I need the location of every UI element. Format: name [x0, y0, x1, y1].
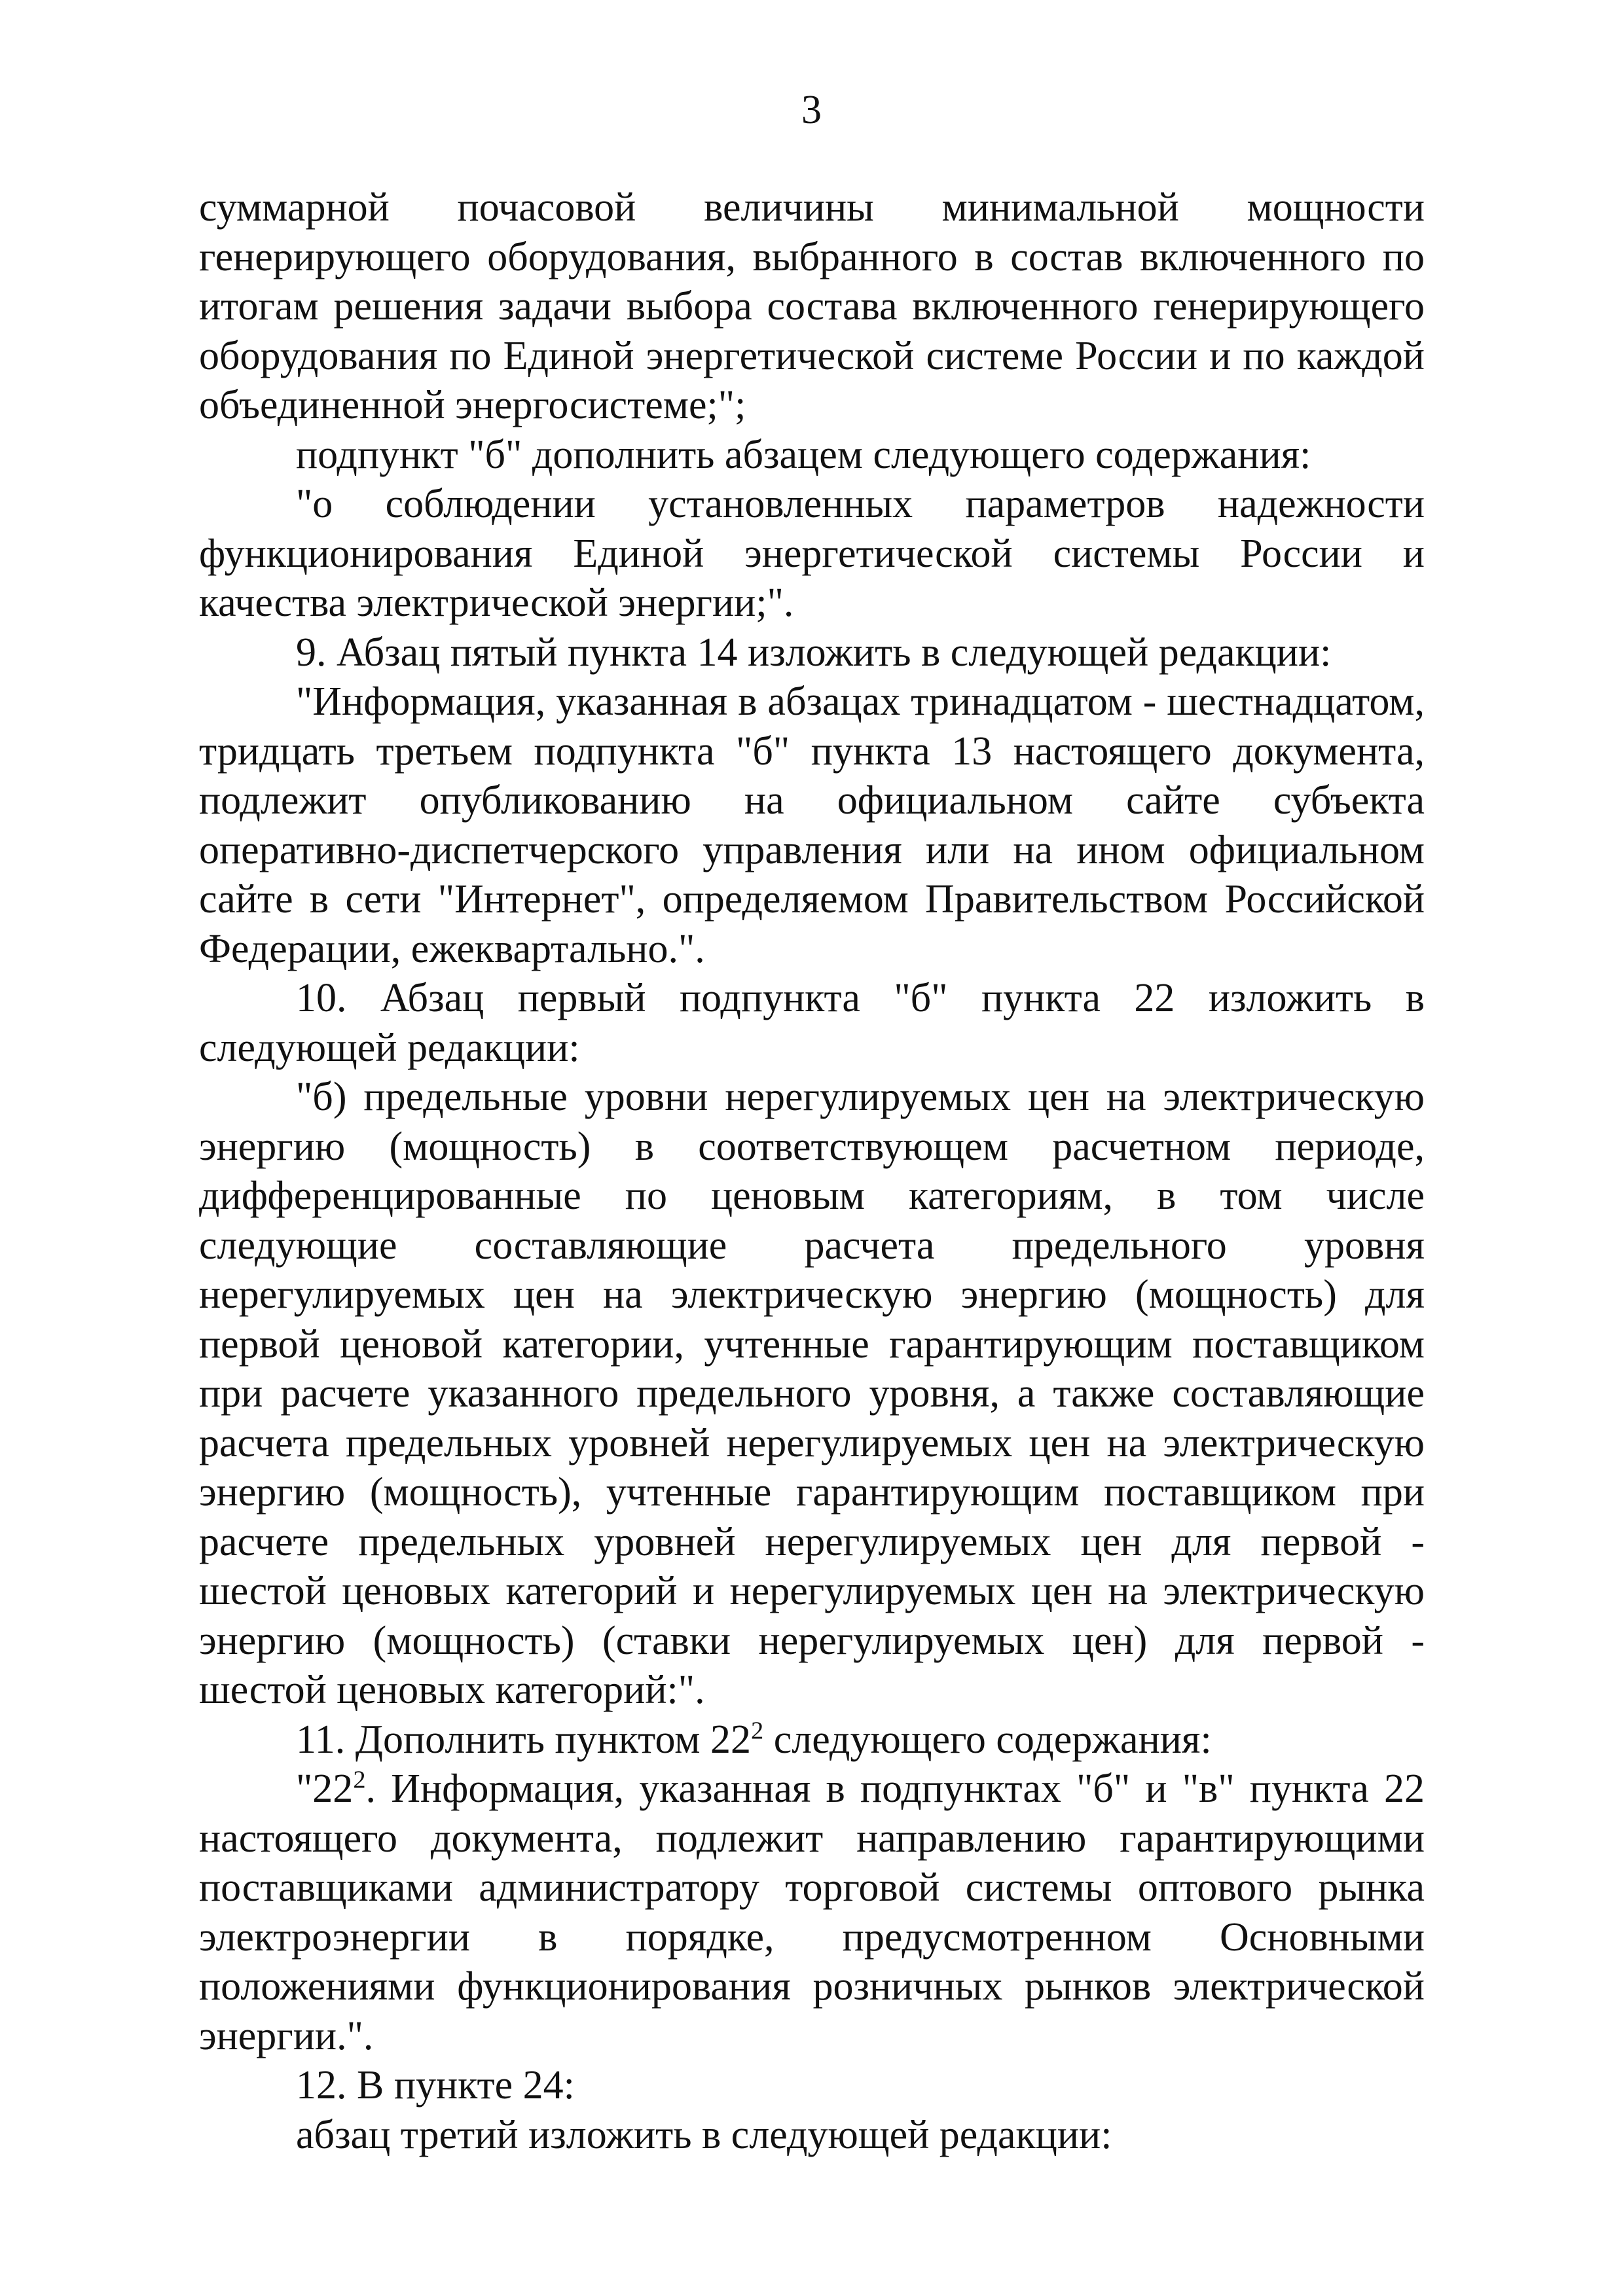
paragraph-quoted-price-levels: "б) предельные уровни нерегулируемых цен на электрическую энергию (мощность) в соответствующем расчетном периоде, дифференцированные по ценовым категориям, в том числе следующие составляющие расчета предельного уровня нерегулируемых цен на электрическую энергию (мощность) для первой ценовой категории, учтенные гарантирующим поставщиком при расчете указанного предельного уровня, а также составляющие расчета предельных уровней нерегулируемых цен на электрическую энергию (мощность), учтенные гарантирующим поставщиком при расчете предельных уровней нерегулируемых цен для первой - шестой ценовых категорий и нерегулируемых цен на электрическую энергию (мощность) (ставки нерегулируемых цен) для первой - шестой ценовых категорий:". — [199, 1075, 1425, 1712]
page-number: 3 — [801, 88, 822, 132]
paragraph-item-11 — [199, 1715, 1425, 1765]
paragraph-item-9: 9. Абзац пятый пункта 14 изложить в следующей редакции: — [296, 630, 1332, 675]
quoted-22-2-start: "22 — [296, 1767, 354, 1811]
item-11-text: 11. Дополнить пунктом 22 — [296, 1717, 752, 1762]
item-11-text-end: следующего содержания: — [763, 1717, 1212, 1762]
quoted-22-2-body: . Информация, указанная в подпунктах "б" и "в" пункта 22 настоящего документа, подлежит направлению гарантирующими поставщиками администратору торговой системы оптового рынка электроэнергии в порядке, предусмотренном Основными положениями функционирования розничных рынков электрической энергии.". — [199, 1767, 1425, 2058]
paragraph-quoted-22-2 — [199, 1765, 1425, 2061]
document-body — [199, 183, 1425, 2160]
paragraph-quoted-information: "Информация, указанная в абзацах тринадцатом - шестнадцатом, тридцать третьем подпункта "б" пункта 13 настоящего документа, подлежит опубликованию на официальном сайте субъекта оперативно-диспетчерского управления или на ином официальном сайте в сети "Интернет", определяемом Правительством Российской Федерации, ежеквартально.". — [199, 679, 1425, 971]
paragraph-item-12: 12. В пункте 24: — [296, 2063, 575, 2108]
item-11-superscript: 2 — [751, 1716, 764, 1744]
paragraph-paragraph-three: абзац третий изложить в следующей редакции: — [296, 2112, 1112, 2157]
paragraph-continuation: суммарной почасовой величины минимальной мощности генерирующего оборудования, выбранного в состав включенного по итогам решения задачи выбора состава включенного генерирующего оборудования по Единой энергетической системе России и по каждой объединенной энергосистеме;"; — [199, 185, 1425, 427]
quoted-22-2-superscript: 2 — [353, 1766, 366, 1794]
paragraph-quoted-reliability: "о соблюдении установленных параметров надежности функционирования Единой энергетической системы России и качества электрической энергии;". — [199, 482, 1425, 625]
paragraph-item-10: 10. Абзац первый подпункта "б" пункта 22 изложить в следующей редакции: — [199, 976, 1425, 1070]
paragraph-subitem-b: подпункт "б" дополнить абзацем следующего содержания: — [296, 432, 1311, 477]
